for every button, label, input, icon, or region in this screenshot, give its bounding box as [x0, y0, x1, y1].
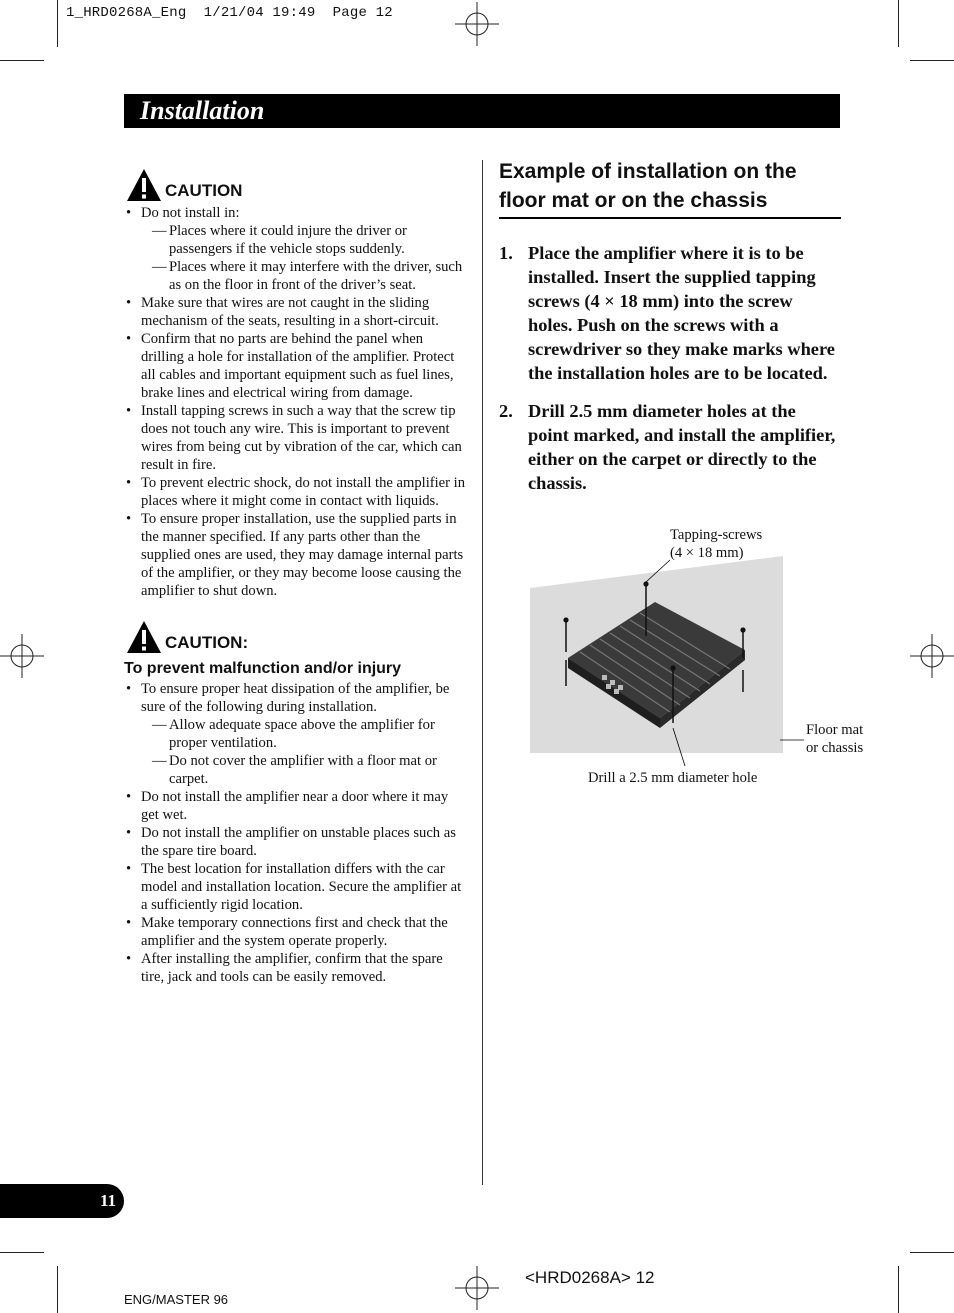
- caution-subtitle: To prevent malfunction and/or injury: [124, 660, 402, 677]
- list-item: • Install tapping screws in such a way that the screw tip does not touch any wire. This is important to prevent wires from being cut by vibration of the car, which can result in fire.: [124, 402, 466, 474]
- screws-label: [670, 526, 762, 562]
- caution-heading: [124, 616, 466, 654]
- step-number: 1.: [499, 243, 513, 263]
- sub-list: [141, 222, 466, 294]
- registration-mark-icon: [455, 1266, 499, 1310]
- steps-list: [499, 241, 841, 495]
- right-column: [499, 157, 841, 509]
- list-item: • Confirm that no parts are behind the panel when drilling a hole for installation of the amplifier. Protect all cables and important equipment such as fuel lines, brake lines and electrical wiring from damage.: [124, 330, 466, 402]
- floor-label: [806, 721, 863, 757]
- list-item: [124, 680, 466, 788]
- caution-title: CAUTION:: [165, 633, 249, 652]
- list-item: • Make temporary connections first and check that the amplifier and the system operate properly.: [124, 914, 466, 950]
- step-item: [499, 399, 841, 495]
- page-number-tab: [0, 1184, 124, 1218]
- footer-doc-code: <HRD0268A> 12: [525, 1268, 655, 1287]
- list-item: • To prevent electric shock, do not install the amplifier in places where it might come in contact with liquids.: [124, 474, 466, 510]
- list-item: • After installing the amplifier, confirm that the spare tire, jack and tools can be easily removed.: [124, 950, 466, 986]
- list-item: • The best location for installation differs with the car model and installation location. Secure the amplifier at a sufficiently rigid location.: [124, 860, 466, 914]
- list-item-text: To ensure proper heat dissipation of the amplifier, be sure of the following during installation.: [141, 681, 450, 715]
- sub-list-item: — Allow adequate space above the amplifier for proper ventilation.: [141, 716, 466, 752]
- list-item: • Do not install the amplifier near a door where it may get wet.: [124, 788, 466, 824]
- sub-list: [141, 716, 466, 788]
- footer-master-label: ENG/MASTER 96: [124, 1292, 229, 1307]
- page-number: 11: [99, 1191, 116, 1210]
- crop-mark: [57, 0, 58, 47]
- sub-list-item: — Do not cover the amplifier with a floor mat or carpet.: [141, 752, 466, 788]
- amplifier-installation-illustration: [520, 540, 810, 770]
- floor-label-line: Floor mat: [806, 722, 864, 738]
- sub-list-item: — Places where it could injure the driver or passengers if the vehicle stops suddenly.: [141, 222, 466, 258]
- floor-label-line: or chassis: [806, 740, 864, 756]
- registration-mark-icon: [910, 634, 954, 678]
- step-number: 2.: [499, 401, 513, 421]
- section-header-bar: [124, 94, 840, 128]
- step-item: [499, 241, 841, 385]
- list-item: • Make sure that wires are not caught in the sliding mechanism of the seats, resulting in a short-circuit.: [124, 294, 466, 330]
- drill-label: Drill a 2.5 mm diameter hole: [588, 770, 758, 786]
- list-item-text: Do not install in:: [141, 205, 240, 221]
- page-title: Installation: [140, 96, 265, 125]
- crop-mark: [57, 1266, 58, 1313]
- crop-mark: [898, 0, 899, 47]
- print-slug: 1_HRD0268A_Eng 1/21/04 19:49 Page 12: [66, 5, 393, 21]
- crop-mark: [910, 1252, 954, 1253]
- step-text: Place the amplifier where it is to be installed. Insert the supplied tapping screws (4 × 18 mm) into the screw holes. Push on the screws with a screwdriver so they make marks where the installation holes are to be located.: [528, 243, 835, 383]
- list-item: [124, 204, 466, 294]
- step-text: Drill 2.5 mm diameter holes at the point marked, and install the amplifier, either on the carpet or directly to the chassis.: [528, 401, 836, 493]
- left-column: [124, 164, 466, 986]
- column-divider: [482, 160, 483, 1185]
- caution-list: [124, 680, 466, 986]
- crop-mark: [0, 60, 44, 61]
- list-item: • To ensure proper installation, use the supplied parts in the manner specified. If any parts other than the supplied ones are used, they may damage internal parts of the amplifier, or they may become loose causing the amplifier to shut down.: [124, 510, 466, 600]
- list-item: • Do not install the amplifier on unstable places such as the spare tire board.: [124, 824, 466, 860]
- caution-list: [124, 204, 466, 600]
- registration-mark-icon: [0, 634, 44, 678]
- crop-mark: [910, 60, 954, 61]
- screws-label-line: Tapping-screws: [670, 527, 763, 543]
- crop-mark: [898, 1266, 899, 1313]
- registration-mark-icon: [455, 2, 499, 46]
- warning-triangle-icon: [126, 620, 162, 654]
- caution-title: CAUTION: [165, 181, 243, 200]
- screws-label-line: (4 × 18 mm): [670, 545, 744, 561]
- crop-mark: [0, 1252, 44, 1253]
- section-title: Example of installation on the floor mat or on the chassis: [499, 157, 841, 219]
- caution-heading: [124, 164, 466, 202]
- warning-triangle-icon: [126, 168, 162, 202]
- sub-list-item: — Places where it may interfere with the driver, such as on the floor in front of the driver’s seat.: [141, 258, 466, 294]
